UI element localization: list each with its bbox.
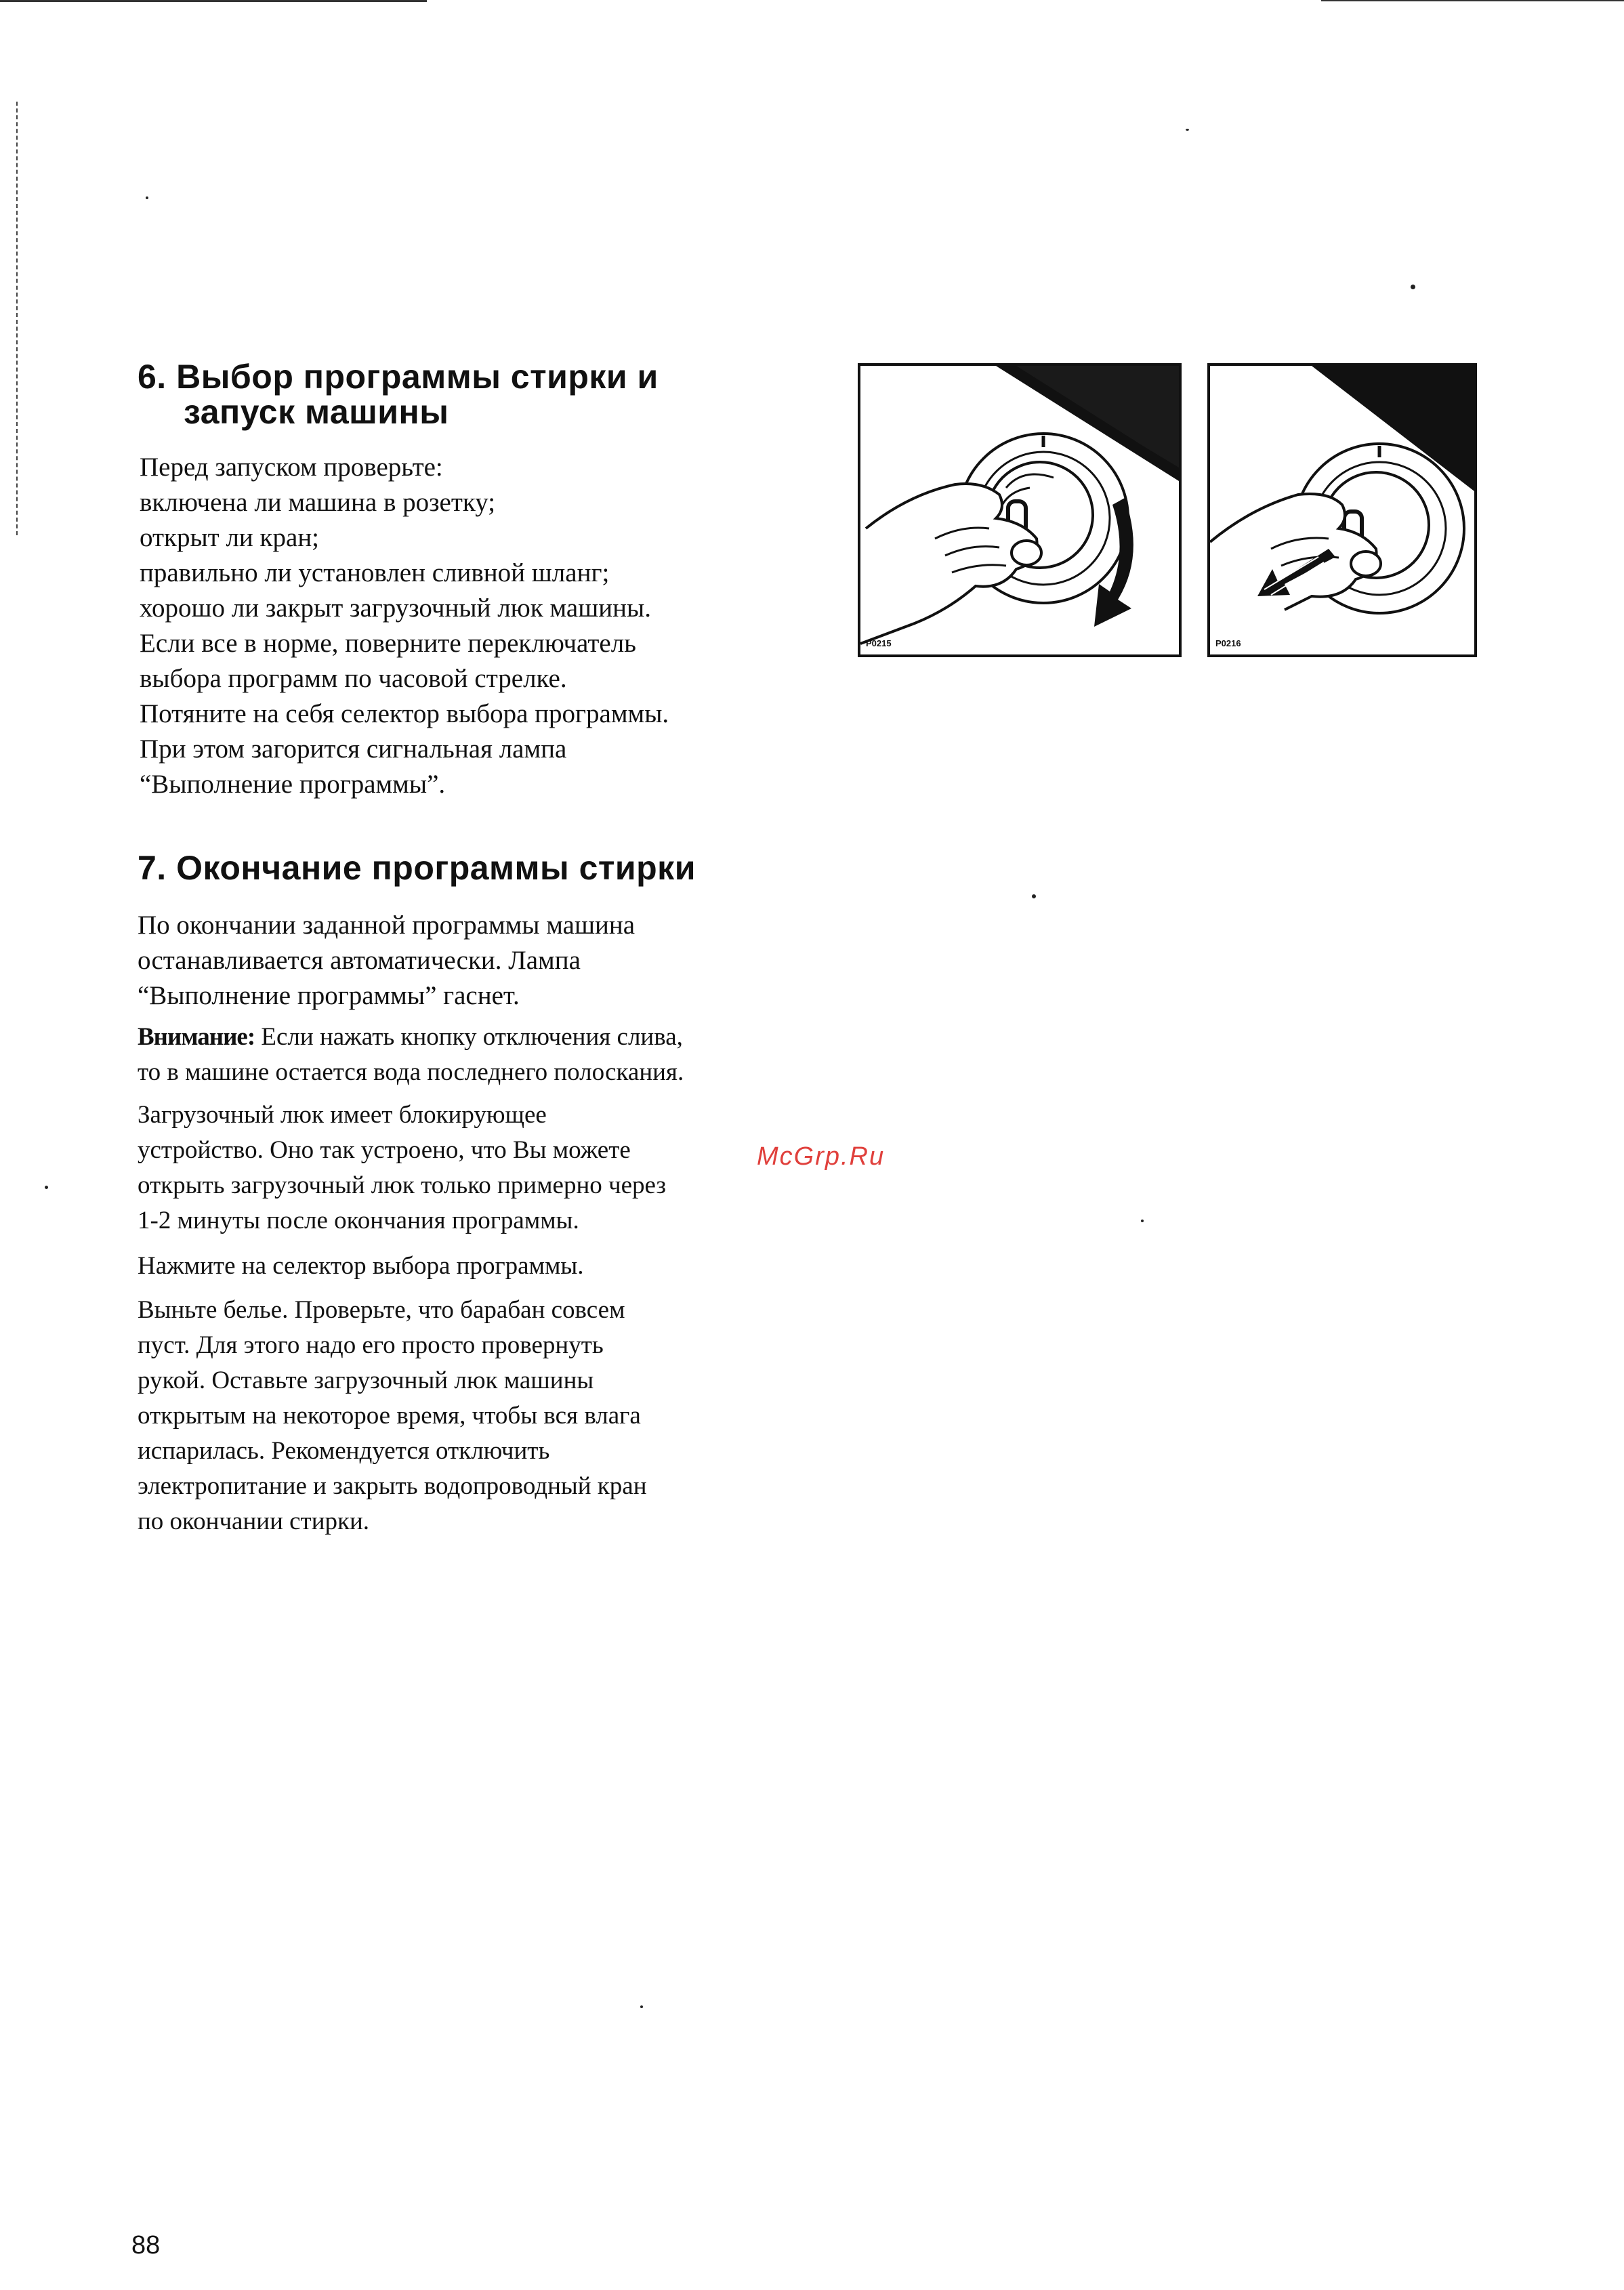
section-7-heading (138, 850, 696, 886)
warning-line-1 (138, 1020, 684, 1055)
section-6-body (140, 450, 669, 802)
text-line: открытым на некоторое время, чтобы вся влага (138, 1402, 641, 1430)
text-line: “Выполнение программы”. (140, 770, 446, 799)
text-line: рукой. Оставьте загрузочный люк машины (138, 1367, 594, 1394)
text-line: При этом загорится сигнальная лампа (140, 734, 567, 764)
top-edge-line-right (1321, 0, 1624, 1)
text-line: останавливается автоматически. Лампа (138, 946, 581, 975)
text-line: по окончании стирки. (138, 1507, 370, 1535)
warning-text-1: Если нажать кнопку отключения слива, (261, 1023, 683, 1051)
section-6-heading (138, 359, 659, 394)
scan-speck (1186, 129, 1189, 131)
section-6-number: 6. (138, 358, 167, 396)
text-line: Загрузочный люк имеет блокирующее (138, 1101, 547, 1129)
section-7-para1 (138, 908, 635, 1014)
binding-marks (16, 102, 22, 535)
text-line: Потяните на себя селектор выбора программы. (140, 699, 669, 728)
text-line: Если все в норме, поверните переключатель (140, 629, 636, 658)
figure-turn-selector (858, 363, 1182, 657)
scan-speck (1032, 894, 1036, 898)
top-edge-line (0, 0, 427, 2)
figure-code: P0216 (1215, 638, 1241, 648)
text-line: устройство. Оно так устроено, что Вы можете (138, 1136, 631, 1164)
page-number: 88 (131, 2231, 161, 2260)
text-line: пуст. Для этого надо его просто провернуть (138, 1331, 604, 1359)
text-line: По окончании заданной программы машина (138, 911, 636, 940)
warning-line-2: то в машине остается вода последнего полоскания. (138, 1058, 684, 1086)
section-7-warning (138, 1020, 684, 1090)
text-line: электропитание и закрыть водопроводный кран (138, 1472, 647, 1500)
text-line: Выньте белье. Проверьте, что барабан совсем (138, 1296, 625, 1324)
figure-pull-selector (1207, 363, 1477, 657)
text-line: включена ли машина в розетку; (140, 488, 496, 517)
section-6-title-line2: запуск машины (184, 393, 449, 431)
scan-speck (1141, 1220, 1144, 1222)
text-line: испарилась. Рекомендуется отключить (138, 1437, 550, 1465)
text-line: Перед запуском проверьте: (140, 453, 443, 482)
pull-selector-illustration (1210, 366, 1474, 654)
section-6-title-line1: Выбор программы стирки и (176, 358, 659, 396)
section-7-para2 (138, 1098, 666, 1238)
scan-speck (45, 1186, 48, 1189)
text-line: “Выполнение программы” гаснет. (138, 981, 520, 1010)
text-line: открыть загрузочный люк только примерно через (138, 1171, 667, 1199)
scan-speck (640, 2005, 643, 2008)
section-7-title: Окончание программы стирки (176, 849, 696, 887)
text-line: выбора программ по часовой стрелке. (140, 664, 567, 693)
watermark: McGrp.Ru (757, 1142, 886, 1171)
text-line: открыт ли кран; (140, 523, 320, 552)
turn-selector-illustration (860, 366, 1179, 654)
section-7-para3: Нажмите на селектор выбора программы. (138, 1252, 584, 1280)
text-line: 1-2 минуты после окончания программы. (138, 1207, 579, 1234)
section-7-number: 7. (138, 849, 167, 887)
figure-code: P0215 (866, 638, 892, 648)
section-7-para4 (138, 1293, 647, 1539)
scan-speck (1411, 285, 1415, 289)
warning-label: Внимание: (138, 1023, 255, 1051)
scan-speck (146, 196, 148, 199)
text-line: хорошо ли закрыт загрузочный люк машины. (140, 594, 651, 623)
text-line: правильно ли установлен сливной шланг; (140, 558, 610, 587)
